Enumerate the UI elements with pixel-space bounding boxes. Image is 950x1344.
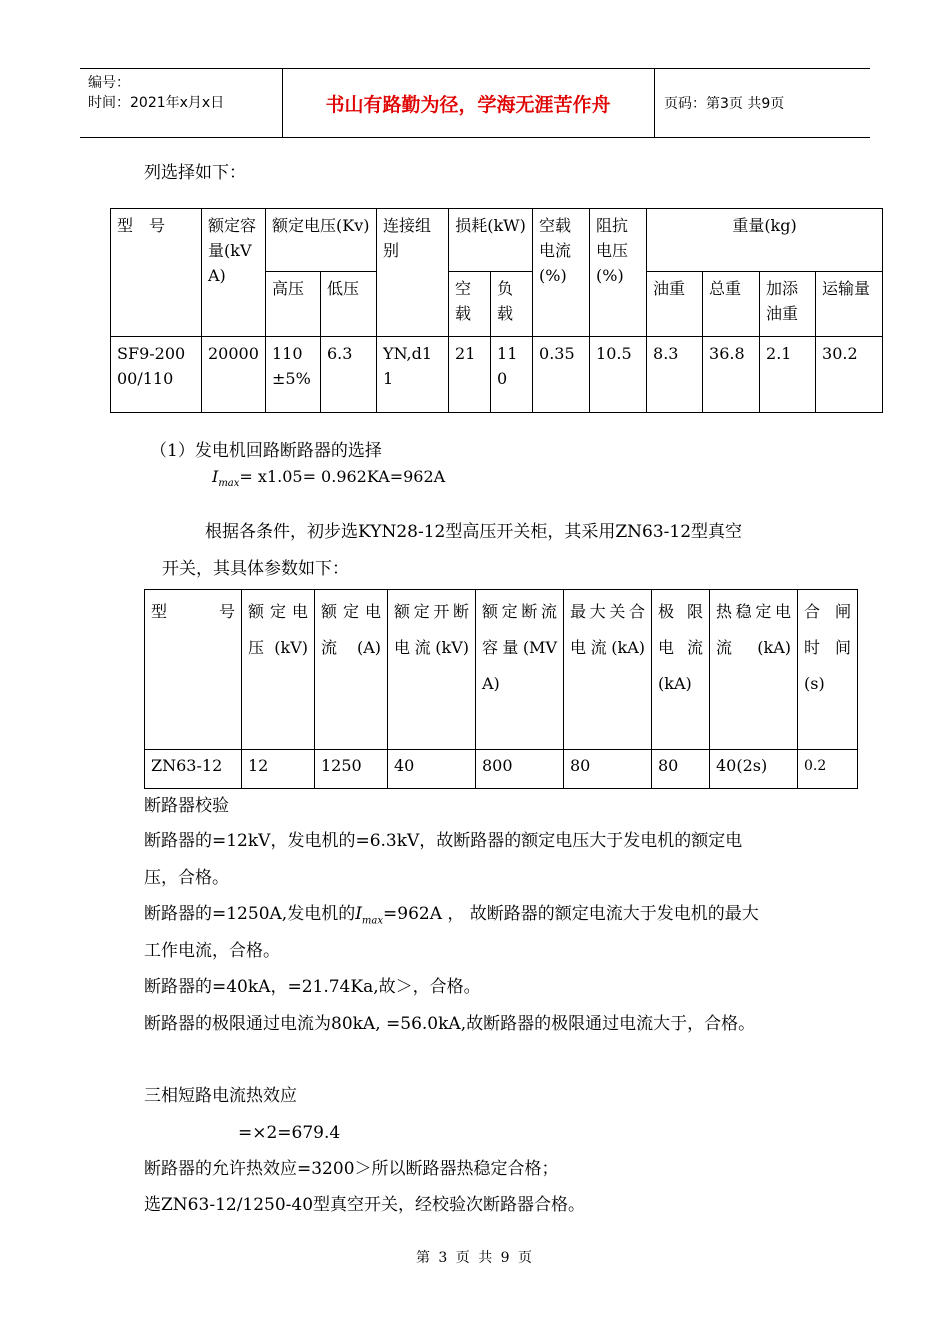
th-rated-voltage: 额定电压(kV) (242, 590, 315, 750)
check-line: 断路器的=12kV，发电机的=6.3kV，故断路器的额定电压大于发电机的额定电 (144, 831, 743, 851)
cell-thermal: 40(2s) (710, 750, 798, 789)
cell-high: 110±5% (266, 337, 321, 413)
breaker-table (144, 589, 858, 789)
cell-current: 1250 (315, 750, 388, 789)
cell-low: 6.3 (321, 337, 377, 413)
cell-noload: 21 (449, 337, 491, 413)
table-row (111, 337, 883, 413)
heat-equation: =×2=679.4 (238, 1123, 341, 1143)
check-line: 断路器的极限通过电流为80kA, =56.0kA,故断路器的极限通过电流大于，合格。 (144, 1014, 756, 1034)
check-line: 工作电流，合格。 (144, 941, 280, 961)
th-oil: 油重 (647, 272, 703, 337)
th-limit-current: 极限电流(kA) (652, 590, 710, 750)
header-motto: 书山有路勤为径，学海无涯苦作舟 (325, 93, 611, 116)
header-divider (654, 69, 655, 137)
th-total: 总重 (703, 272, 760, 337)
cell-oil: 8.3 (647, 337, 703, 413)
conclusion: 选ZN63-12/1250-40型真空开关，经校验次断路器合格。 (144, 1195, 586, 1215)
cell-model: SF9-20000/110 (111, 337, 202, 413)
heat-title: 三相短路电流热效应 (144, 1086, 297, 1106)
th-rated-current: 额定电流(A) (315, 590, 388, 750)
paragraph-line: 开关，其具体参数如下： (162, 559, 349, 579)
header-date: 时间：2021年x月x日 (88, 95, 225, 111)
page-footer: 第 3 页 共 9 页 (415, 1250, 535, 1266)
table-row (145, 750, 858, 789)
cell-model: ZN63-12 (145, 750, 242, 789)
th-capacity: 额定容量(kVA) (202, 209, 266, 337)
header-meta (88, 73, 224, 113)
th-addoil: 加添油重 (760, 272, 816, 337)
cell-capacity: 20000 (202, 337, 266, 413)
th-noload-current: 空载电流(%) (533, 209, 590, 337)
th-impedance: 阻抗电压(%) (590, 209, 647, 337)
paragraph-line: 根据各条件，初步选KYN28-12型高压开关柜，其采用ZN63-12型真空 (205, 522, 743, 542)
th-model: 型 号 (145, 590, 242, 750)
cell-breaking: 40 (388, 750, 476, 789)
cell-closing: 0.2 (798, 750, 858, 789)
check-title: 断路器校验 (144, 796, 229, 816)
header-number: 编号： (88, 75, 130, 91)
cell-current: 0.35 (533, 337, 590, 413)
th-thermal-current: 热稳定电流(kA) (710, 590, 798, 750)
cell-capacity: 800 (476, 750, 564, 789)
th-loss: 损耗(kW) (449, 209, 533, 272)
th-noload: 空载 (449, 272, 491, 337)
cell-making: 80 (564, 750, 652, 789)
header-page-info: 页码：第3页 共9页 (664, 96, 785, 112)
heat-check: 断路器的允许热效应=3200＞所以断路器热稳定合格； (144, 1159, 559, 1179)
page-header (80, 68, 870, 138)
check-line: 压，合格。 (144, 868, 229, 888)
imax-formula: $I_{max}= x1.05= 0.962KA=962A$ (212, 467, 446, 490)
section-heading: （1）发电机回路断路器的选择 (150, 441, 382, 461)
cell-impedance: 10.5 (590, 337, 647, 413)
check-line: 断路器的=1250A,发电机的$I_{max}=962A$ ， 故断路器的额定电流大于发电机的最大 (144, 904, 759, 927)
th-breaking-capacity: 额定断流容量(MVA) (476, 590, 564, 750)
cell-connection: YN,d11 (377, 337, 449, 413)
intro-text: 列选择如下： (144, 163, 246, 183)
th-closing-time: 合闸时间(s) (798, 590, 858, 750)
cell-total: 36.8 (703, 337, 760, 413)
transformer-table (110, 208, 883, 413)
check-line: 断路器的=40kA，=21.74Ka,故＞，合格。 (144, 977, 481, 997)
th-weight: 重量(kg) (647, 209, 883, 272)
th-connection: 连接组别 (377, 209, 449, 337)
cell-addoil: 2.1 (760, 337, 816, 413)
th-transport: 运输量 (816, 272, 883, 337)
th-making-current: 最大关合电流(kA) (564, 590, 652, 750)
th-voltage: 额定电压(Kv) (266, 209, 377, 272)
cell-voltage: 12 (242, 750, 315, 789)
cell-limit: 80 (652, 750, 710, 789)
th-model: 型 号 (111, 209, 202, 337)
th-low: 低压 (321, 272, 377, 337)
cell-load: 110 (491, 337, 533, 413)
th-load: 负载 (491, 272, 533, 337)
th-breaking-current: 额定开断电流(kV) (388, 590, 476, 750)
th-high: 高压 (266, 272, 321, 337)
cell-transport: 30.2 (816, 337, 883, 413)
